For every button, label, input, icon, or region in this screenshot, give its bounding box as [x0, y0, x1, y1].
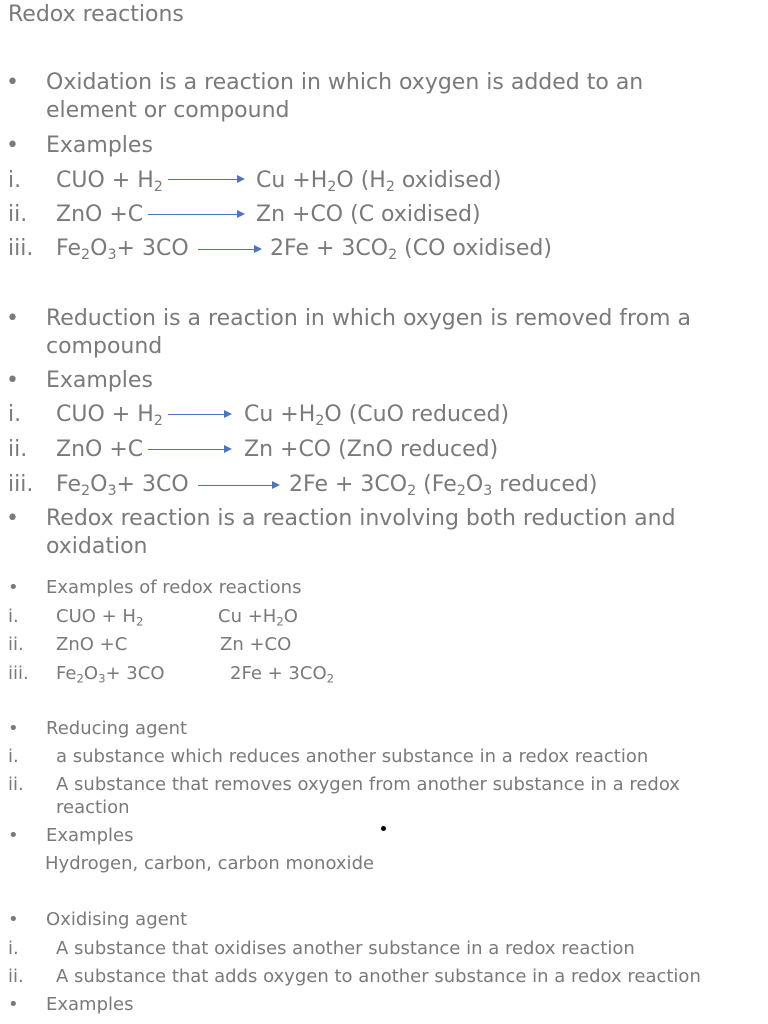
equation-rhs: Zn +CO (C oxidised): [256, 202, 481, 227]
reaction-arrow: [148, 449, 230, 450]
equation-lhs: ZnO +C: [56, 634, 128, 655]
oxidation-examples-label: Examples: [46, 133, 153, 158]
numeral: iii.: [8, 236, 34, 261]
numeral: ii.: [8, 774, 24, 795]
reaction-arrow: [148, 214, 243, 215]
equation-rhs: $Cu +H_2O$: [218, 606, 298, 629]
equation-rhs: Zn +CO: [220, 634, 292, 655]
reaction-arrow: [168, 179, 243, 180]
reducing-agent-point-cont: reaction: [56, 797, 130, 818]
equation-lhs: $Fe_2O_3+ 3CO$: [56, 472, 189, 499]
reducing-agent-point: a substance which reduces another substance in a redox reaction: [56, 746, 649, 767]
equation-lhs: ZnO +C: [56, 202, 144, 227]
oxidising-agent-label: Oxidising agent: [46, 909, 188, 930]
redox-definition-line2: oxidation: [46, 534, 148, 559]
bullet: •: [6, 506, 19, 531]
numeral: i.: [8, 606, 19, 627]
equation-rhs: Zn +CO (ZnO reduced): [244, 437, 499, 462]
stray-dot: [381, 826, 386, 831]
bullet: •: [8, 994, 19, 1015]
bullet: •: [6, 306, 19, 331]
bullet: •: [8, 909, 19, 930]
bullet: •: [6, 368, 19, 393]
equation-lhs: $Fe_2O_3+ 3CO$: [56, 663, 165, 686]
numeral: ii.: [8, 634, 24, 655]
redox-examples-label: Examples of redox reactions: [46, 577, 302, 598]
oxidising-agent-point: A substance that oxidises another substance in a redox reaction: [56, 938, 635, 959]
oxidation-definition-line2: element or compound: [46, 98, 290, 123]
numeral: i.: [8, 168, 22, 193]
equation-lhs: $Fe_2O_3+ 3CO$: [56, 236, 189, 263]
equation-lhs: CUO + $H_2$: [56, 606, 144, 629]
equation-rhs: $2Fe + 3CO_2$: [230, 663, 335, 686]
oxidising-agent-point: A substance that adds oxygen to another substance in a redox reaction: [56, 966, 701, 987]
bullet: •: [8, 577, 19, 598]
equation-lhs: CUO + $H_2$: [56, 402, 163, 429]
numeral: ii.: [8, 437, 28, 462]
equation-lhs: CUO + $H_2$: [56, 168, 163, 195]
bullet: •: [8, 825, 19, 846]
bullet: •: [6, 70, 19, 95]
reducing-agent-examples-label: Examples: [46, 825, 134, 846]
equation-rhs: $Cu +H_2O$ (CuO reduced): [244, 402, 510, 429]
bullet: •: [8, 718, 19, 739]
reaction-arrow: [198, 485, 278, 486]
reducing-agent-examples: Hydrogen, carbon, carbon monoxide: [45, 853, 375, 874]
numeral: i.: [8, 938, 19, 959]
reducing-agent-label: Reducing agent: [46, 718, 188, 739]
equation-lhs: ZnO +C: [56, 437, 144, 462]
oxidising-agent-examples-label: Examples: [46, 994, 134, 1015]
numeral: iii.: [8, 663, 29, 684]
equation-rhs: $2Fe + 3CO_2$ ($Fe_2O_3$ reduced): [289, 472, 598, 499]
numeral: iii.: [8, 472, 34, 497]
equation-rhs: $Cu +H_2O$ ($H_2$ oxidised): [256, 168, 502, 195]
numeral: i.: [8, 746, 19, 767]
oxidation-definition-line1: Oxidation is a reaction in which oxygen is added to an: [46, 70, 644, 95]
reaction-arrow: [168, 414, 230, 415]
numeral: i.: [8, 402, 22, 427]
reduction-definition-line2: compound: [46, 334, 163, 359]
numeral: ii.: [8, 202, 28, 227]
reducing-agent-point: A substance that removes oxygen from another substance in a redox: [56, 774, 680, 795]
reaction-arrow: [198, 249, 260, 250]
equation-rhs: $2Fe + 3CO_2$ (CO oxidised): [270, 236, 552, 263]
page-title: Redox reactions: [8, 2, 184, 27]
redox-definition-line1: Redox reaction is a reaction involving both reduction and: [46, 506, 676, 531]
reduction-definition-line1: Reduction is a reaction in which oxygen is removed from a: [46, 306, 691, 331]
reduction-examples-label: Examples: [46, 368, 153, 393]
numeral: ii.: [8, 966, 24, 987]
bullet: •: [6, 133, 19, 158]
